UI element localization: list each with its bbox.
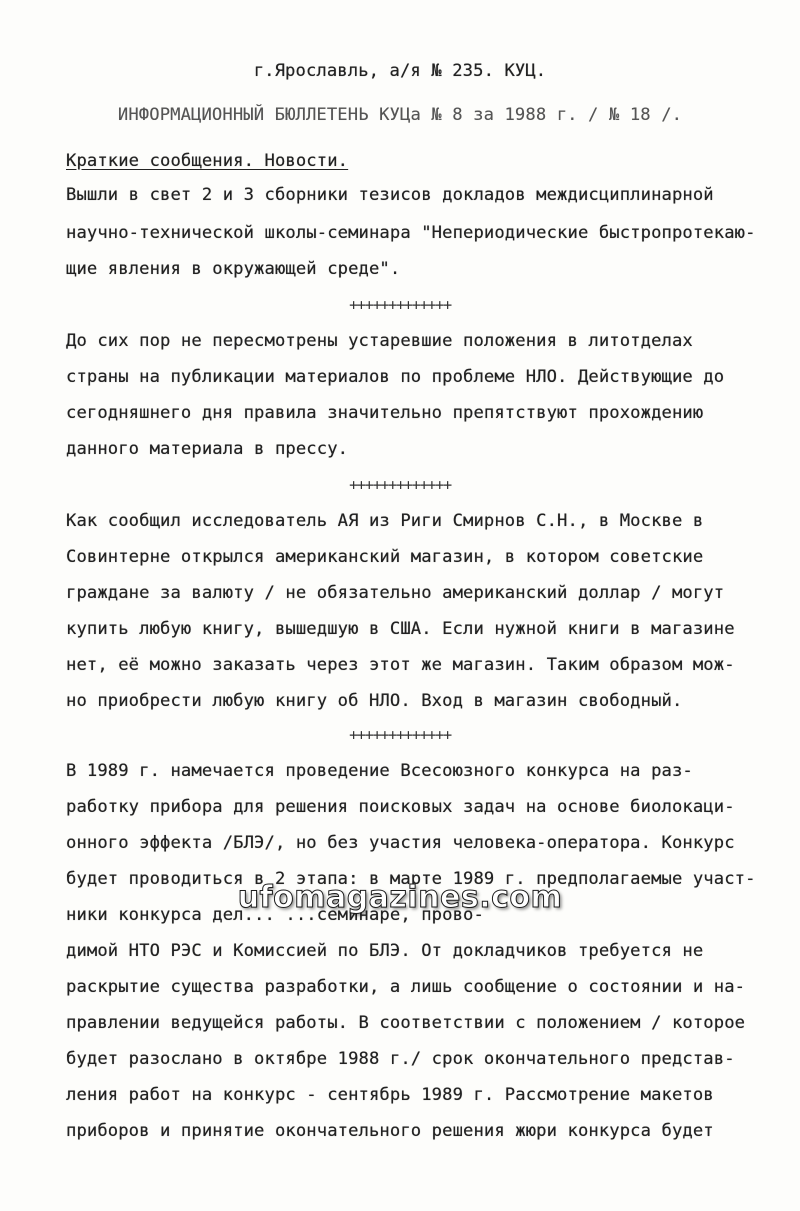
paragraph-3-line-2: Совинтерне открылся американский магазин, в котором советские (66, 547, 704, 567)
paragraph-4-line-9: будет разослано в октябре 1988 г./ срок окончательного представ- (66, 1049, 735, 1069)
paragraph-3-line-6: но приобрести любую книгу об НЛО. Вход в магазин свободный. (66, 691, 683, 711)
paragraph-2-line-1: До сих пор не пересмотрены устаревшие положения в литотделах (66, 331, 693, 351)
paragraph-4-line-5: ники конкурса дел... ...семинаре, прово- (66, 905, 484, 925)
paragraph-1-line-2: научно-технической школы-семинара "Непериодические быстропротекаю- (66, 223, 756, 243)
separator-3: +++++++++++++ (349, 726, 451, 744)
separator-2: +++++++++++++ (349, 476, 451, 494)
paragraph-2-line-3: сегодняшнего дня правила значительно препятствуют прохождению (66, 403, 704, 423)
paragraph-3-line-4: купить любую книгу, вышедшую в США. Если нужной книги в магазине (66, 619, 735, 639)
paragraph-3-line-1: Как сообщил исследователь АЯ из Риги Смирнов С.Н., в Москве в (66, 511, 704, 531)
paragraph-2-line-2: страны на публикации материалов по проблеме НЛО. Действующие до (66, 367, 725, 387)
bulletin-title: ИНФОРМАЦИОННЫЙ БЮЛЛЕТЕНЬ КУЦа № 8 за 1988 г. / № 18 /. (117, 105, 683, 125)
paragraph-1-line-3: щие явления в окружающей среде". (66, 259, 401, 279)
paragraph-2-line-4: данного материала в прессу. (66, 439, 349, 459)
paragraph-3-line-3: граждане за валюту / не обязательно американский доллар / могут (66, 583, 725, 603)
paragraph-4-line-2: работку прибора для решения поисковых задач на основе биолокаци- (66, 797, 735, 817)
header-address: г.Ярославль, а/я № 235. КУЦ. (253, 61, 547, 81)
paragraph-4-line-6: димой НТО РЭС и Комиссией по БЛЭ. От докладчиков требуется не (66, 941, 704, 961)
paragraph-4-line-8: правлении ведущейся работы. В соответствии с положением / которое (66, 1013, 746, 1033)
paragraph-4-line-7: раскрытие существа разработки, а лишь сообщение о состоянии и на- (66, 977, 746, 997)
paragraph-4-line-3: онного эффекта /БЛЭ/, но без участия человека-оператора. Конкурс (66, 833, 735, 853)
paragraph-1-line-1: Вышли в свет 2 и 3 сборники тезисов докладов междисциплинарной (66, 185, 714, 205)
separator-1: +++++++++++++ (349, 296, 451, 314)
paragraph-4-line-4: будет проводиться в 2 этапа: в марте 1989 г. предполагаемые участ- (66, 869, 756, 889)
paragraph-4-line-10: ления работ на конкурс - сентябрь 1989 г. Рассмотрение макетов (66, 1085, 714, 1105)
paragraph-3-line-5: нет, её можно заказать через этот же магазин. Таким образом мож- (66, 655, 735, 675)
paragraph-4-line-1: В 1989 г. намечается проведение Всесоюзного конкурса на раз- (66, 761, 693, 781)
paragraph-4-line-11: приборов и принятие окончательного решения жюри конкурса будет (66, 1121, 714, 1141)
watermark-text: ufomagazines.com (237, 880, 563, 915)
section-heading: Краткие сообщения. Новости. (66, 151, 349, 171)
